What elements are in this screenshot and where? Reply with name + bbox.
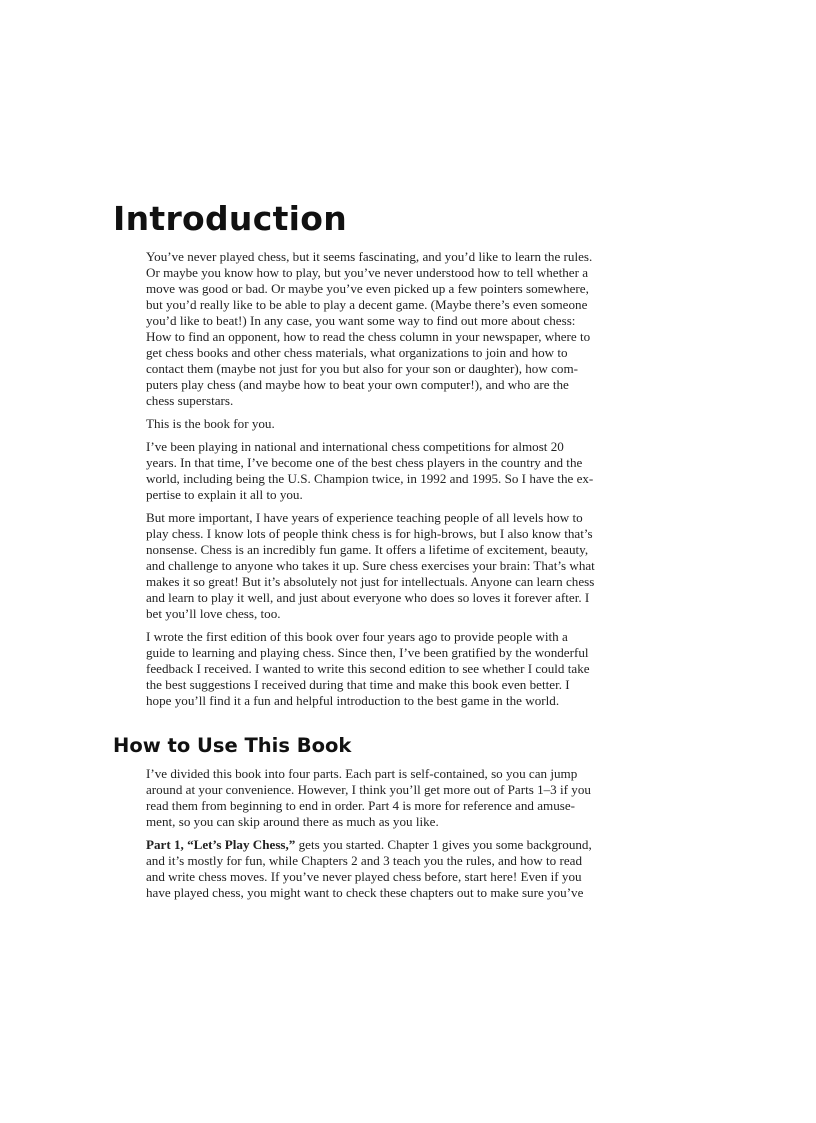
text-line: You’ve never played chess, but it seems fascinating, and you’d like to learn the rules. [146, 249, 593, 264]
text-line: but you’d really like to be able to play a decent game. (Maybe there’s even someone [146, 297, 588, 312]
intro-paragraph-1 [146, 249, 675, 409]
text-line: feedback I received. I wanted to write this second edition to see whether I could take [146, 661, 590, 676]
text-line: puters play chess (and maybe how to beat your own computer!), and who are the [146, 377, 569, 392]
text-line: makes it so great! But it’s absolutely not just for intellectuals. Anyone can learn chess [146, 574, 595, 589]
text-line: have played chess, you might want to check these chapters out to make sure you’ve [146, 885, 584, 900]
text-line: I wrote the first edition of this book over four years ago to provide people with a [146, 629, 568, 644]
text-line: ment, so you can skip around there as much as you like. [146, 814, 439, 829]
text-line: read them from beginning to end in order. Part 4 is more for reference and amuse- [146, 798, 576, 813]
text-line: chess superstars. [146, 393, 234, 408]
introduction-body [146, 249, 675, 716]
text-line: play chess. I know lots of people think chess is for high-brows, but I also know that’s [146, 526, 593, 541]
text-line: This is the book for you. [146, 416, 275, 431]
text-line: How to find an opponent, how to read the chess column in your newspaper, where to [146, 329, 591, 344]
intro-paragraph-2 [146, 416, 675, 432]
text-line: get chess books and other chess materials, what organizations to join and how to [146, 345, 568, 360]
how-to-use-paragraph-1 [146, 766, 675, 830]
how-to-use-body [146, 766, 675, 908]
text-line: years. In that time, I’ve become one of the best chess players in the country and the [146, 455, 583, 470]
part-1-intro-text: gets you started. Chapter 1 gives you some background, [295, 837, 592, 852]
intro-paragraph-5 [146, 629, 675, 709]
text-line: and learn to play it well, and just about everyone who does so loves it forever after. I [146, 590, 590, 605]
text-line: Or maybe you know how to play, but you’ve never understood how to tell whether a [146, 265, 589, 280]
text-line: guide to learning and playing chess. Since then, I’ve been gratified by the wonderful [146, 645, 589, 660]
text-line: the best suggestions I received during that time and make this book even better. I [146, 677, 570, 692]
text-line: pertise to explain it all to you. [146, 487, 303, 502]
text-line [146, 837, 675, 853]
text-line: I’ve been playing in national and international chess competitions for almost 20 [146, 439, 564, 454]
part-1-lead: Part 1, “Let’s Play Chess,” [146, 837, 296, 852]
text-line: and challenge to anyone who takes it up. Sure chess exercises your brain: That’s what [146, 558, 595, 573]
intro-paragraph-3 [146, 439, 675, 503]
text-line: around at your convenience. However, I think you’ll get more out of Parts 1–3 if you [146, 782, 591, 797]
text-line: But more important, I have years of experience teaching people of all levels how to [146, 510, 583, 525]
how-to-use-paragraph-2 [146, 837, 675, 901]
page-title: Introduction [113, 199, 348, 238]
text-line: hope you’ll find it a fun and helpful introduction to the best game in the world. [146, 693, 560, 708]
text-line: and it’s mostly for fun, while Chapters 2 and 3 teach you the rules, and how to read [146, 853, 582, 868]
text-line: nonsense. Chess is an incredibly fun game. It offers a lifetime of excitement, beauty, [146, 542, 589, 557]
text-line: bet you’ll love chess, too. [146, 606, 281, 621]
text-line: contact them (maybe not just for you but also for your son or daughter), how com- [146, 361, 578, 376]
text-line: world, including being the U.S. Champion twice, in 1992 and 1995. So I have the ex- [146, 471, 594, 486]
text-line: and write chess moves. If you’ve never played chess before, start here! Even if you [146, 869, 582, 884]
text-line: move was good or bad. Or maybe you’ve even picked up a few pointers somewhere, [146, 281, 589, 296]
intro-paragraph-4 [146, 510, 675, 622]
section-title-how-to-use: How to Use This Book [113, 734, 352, 757]
text-line: you’d like to beat!) In any case, you want some way to find out more about chess: [146, 313, 576, 328]
text-line: I’ve divided this book into four parts. Each part is self-contained, so you can jump [146, 766, 578, 781]
